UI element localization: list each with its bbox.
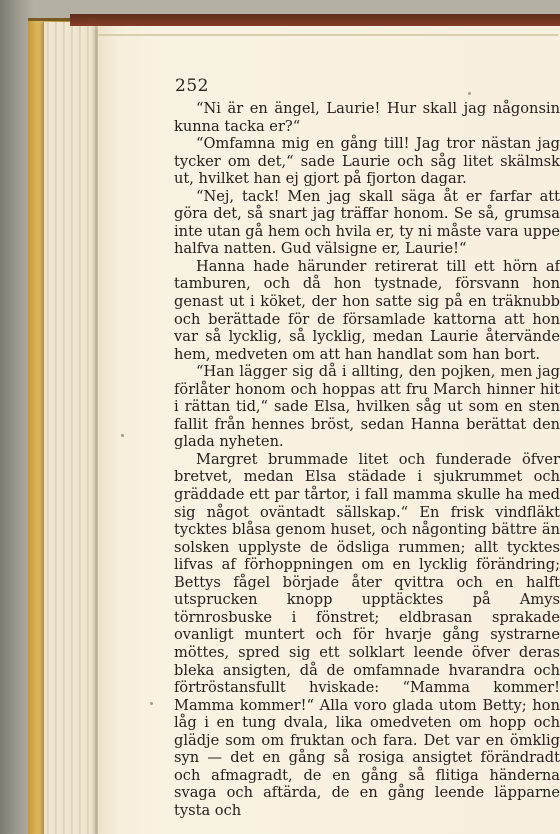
paragraph: “Nej, tack! Men jag skall säga åt er farfar att göra det, så snart jag träffar honom. Se så, grumsa inte utan gå hem och hvila er, ty ni måste vara uppe halfva natten. Gud välsigne er, Laurie!“: [174, 187, 560, 258]
paragraph: Margret brummade litet och funderade öfver bretvet, medan Elsa städade i sjukrummet och gräddade ett par tårtor, i fall mamma skulle ha med sig något oväntadt sällskap.“ En frisk vindfläkt tycktes blåsa genom huset, och någonting bättre än solsken upplyste de ödsliga rummen; allt tycktes lifvas af förhoppningen om en lycklig förändring; Bettys fågel började åter qvittra och en halft utsprucken knopp upptäcktes på Amys törnrosbuske i fönstret; eldbrasan sprakade ovanligt muntert och för hvarje gång systrarne möttes, spred sig ett solklart leende öfver deras bleka ansigten, då de omfamnade hvarandra och förtröstansfullt hviskade: “Mamma kommer! Mamma kommer!“ Alla voro glada utom Betty; hon låg i en tung dvala, lika omedveten om hopp och glädje som om fruktan och fara. Det var en ömklig syn — det en gång så rosiga ansigtet förändradt och afmagradt, de en gång så flitiga händerna svaga och aftärda, de en gång leende läpparne tysta och: [174, 450, 560, 819]
paragraph: “Han lägger sig då i allting, den pojken, men jag förlåter honom och hoppas att fru March hinner hit i rättan tid,“ sade Elsa, hvilken såg ut som en sten fallit från hennes bröst, sedan Hanna berättat den glada nyheten.: [174, 363, 560, 451]
paper-speck: [468, 92, 471, 95]
paper-speck: [121, 434, 124, 437]
body-text: [174, 100, 560, 819]
book-spine-shadow: [70, 14, 560, 26]
paragraph: Hanna hade härunder retirerat till ett hörn af tamburen, och då hon tystnade, försvann hon genast ut i köket, der hon satte sig på en träknubb och berättade för de församlade kattorna att hon var så lycklig, så lycklig, medan Laurie återvände hem, medveten om att han handlat som han bort.: [174, 257, 560, 363]
paper-speck: [150, 702, 153, 705]
paragraph: “Ni är en ängel, Laurie! Hur skall jag någonsin kunna tacka er?“: [174, 100, 560, 135]
page-edge-line: [98, 34, 558, 36]
page-number: 252: [175, 76, 209, 96]
paragraph: “Omfamna mig en gång till! Jag tror nästan jag tycker om det,“ sade Laurie och såg litet skälmsk ut, hvilket han ej gjort på fjorton dagar.: [174, 135, 560, 188]
